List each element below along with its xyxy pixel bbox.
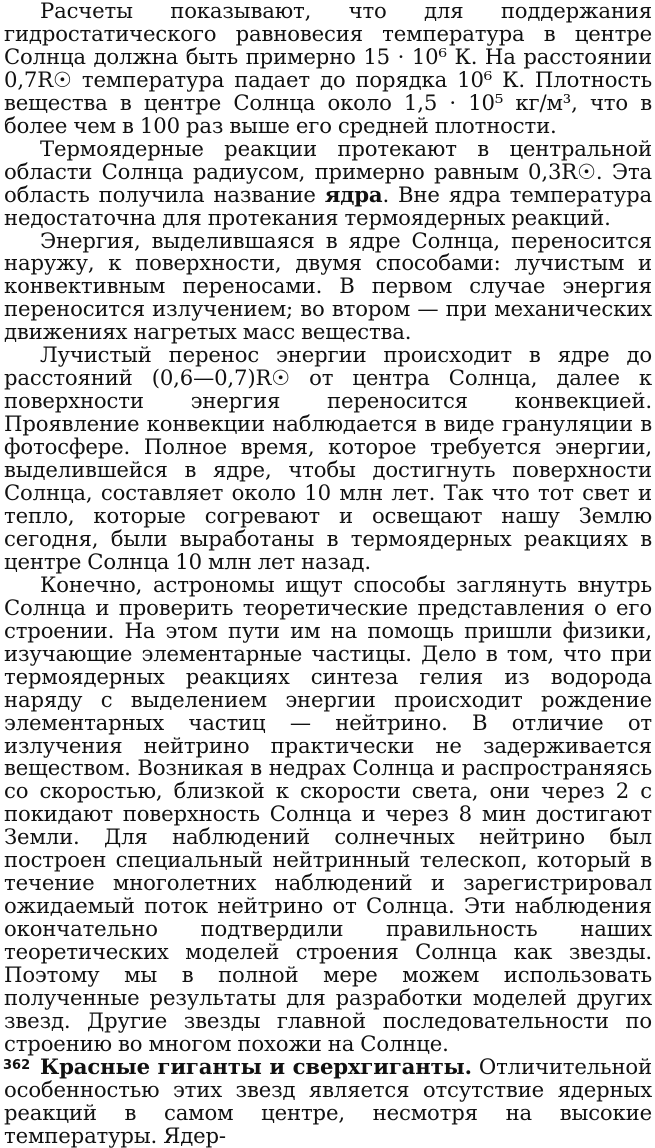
paragraph-energy-transfer: Энергия, выделившаяся в ядре Солнца, переносится наружу, к поверхности, двумя способами: лучистым и конвективным переносами. В первом случае энергия переносится излучением; во втором — при механических движениях нагретых масс вещества.	[4, 227, 652, 345]
paragraph-core-temperature: Расчеты показывают, что для поддержания гидростатического равновесия температура в центре Солнца должна быть примерно 15 · 10⁶ К. На расстоянии 0,7R☉ температура падает до порядка 10⁶ К. Плотность вещества в центре Солнца около 1,5 · 10⁵ кг/м³, что в более чем в 100 раз выше его средней плотности.	[4, 0, 652, 138]
text-page	[4, 0, 652, 1148]
section-heading-red-giants: Красные гиганты и сверхгиганты.	[40, 1053, 472, 1079]
paragraph-core-definition-end: . Вне ядра температура недостаточна для протекания термоядерных реакций.	[4, 181, 652, 230]
paragraph-core-definition-start: Термоядерные реакции протекают в центральной области Солнца радиусом, примерно равным 0,3R☉. Эта область получила название	[4, 135, 652, 207]
paragraph-radiative-transfer: Лучистый перенос энергии происходит в ядре до расстояний (0,6—0,7)R☉ от центра Солнца, далее к поверхности энергия переносится конвекцией. Проявление конвекции наблюдается в виде грануляции в фотосфере. Полное время, которое требуется энергии, выделившейся в ядре, чтобы достигнуть поверхности Солнца, составляет около 10 млн лет. Так что тот свет и тепло, которые согревают и освещают нашу Землю сегодня, были выработаны в термоядерных реакциях в центре Солнца 10 млн лет назад.	[4, 342, 652, 574]
paragraph-red-giants-text: Отличительной особенностью этих звезд является отсутствие ядерных реакций в самом центре, несмотря на высокие температуры. Ядер-	[4, 1053, 652, 1148]
paragraph-core-definition	[4, 135, 652, 230]
paragraph-red-giants	[4, 1053, 652, 1148]
page-number: 362	[3, 1058, 31, 1073]
term-core: ядра	[324, 181, 383, 207]
paragraph-neutrino: Конечно, астрономы ищут способы заглянуть внутрь Солнца и проверить теоретические представления о его строении. На этом пути им на помощь пришли физики, изучающие элементарные частицы. Дело в том, что при термоядерных реакциях синтеза гелия из водорода наряду с выделением энергии происходит рождение элементарных частиц — нейтрино. В отличие от излучения нейтрино практически не задерживается веществом. Возникая в недрах Солнца и распространяясь со скоростью, близкой к скорости света, они через 2 с покидают поверхность Солнца и через 8 мин достигают Земли. Для наблюдений солнечных нейтрино был построен специальный нейтринный телескоп, который в течение многолетних наблюдений и зарегистрировал ожидаемый поток нейтрино от Солнца. Эти наблюдения окончательно подтвердили правильность наших теоретических моделей строения Солнца как звезды. Поэтому мы в полной мере можем использовать полученные результаты для разработки моделей других звезд. Другие звезды главной последовательности по строению во многом похожи на Солнце.	[4, 571, 652, 1056]
